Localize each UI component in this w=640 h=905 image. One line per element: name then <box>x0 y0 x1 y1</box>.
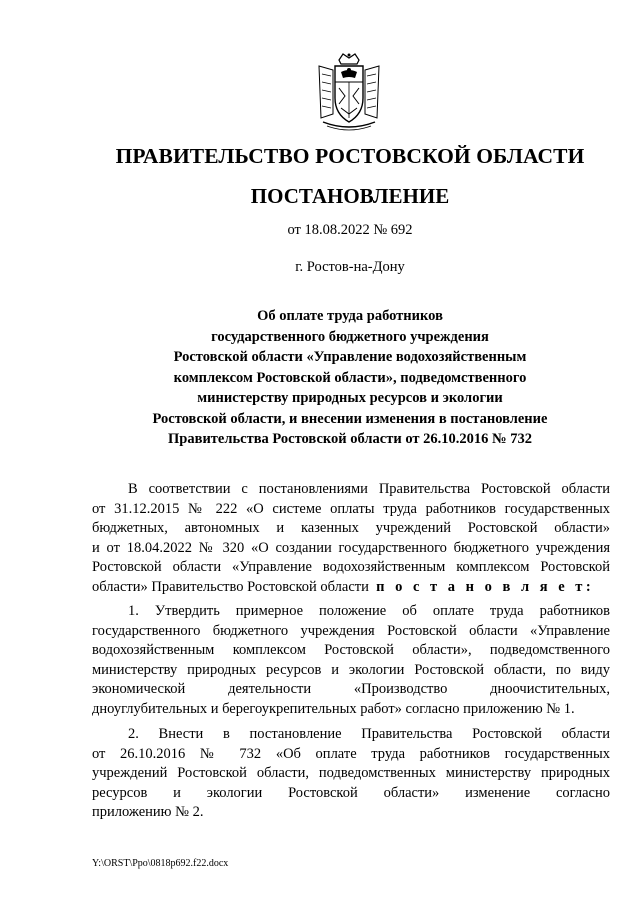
item-2-paragraph <box>92 725 610 823</box>
subject-line: комплексом Ростовской области», подведомственного <box>173 369 527 386</box>
paragraph-line: учреждений Ростовской области, подведомственных министерству природных <box>92 765 610 782</box>
paragraph-line: бюджетных, автономных и казенных учреждений Ростовской области» <box>92 520 610 537</box>
paragraph-line: и от 18.04.2022 № 320 «О создании государственного бюджетного учреждения <box>92 539 610 556</box>
subject-line: Ростовской области «Управление водохозяйственным <box>173 349 527 365</box>
place: г. Ростов-на-Дону <box>295 259 405 275</box>
document-type: ПОСТАНОВЛЕНИЕ <box>250 184 450 208</box>
paragraph-line: Ростовской области «Управление водохозяйственным комплексом Ростовской <box>92 559 610 576</box>
item-1-paragraph <box>92 602 610 720</box>
paragraph-line: от 26.10.2016 № 732 «Об оплате труда работников государственных <box>92 745 610 762</box>
paragraph-line: 2. Внести в постановление Правительства Ростовской области <box>128 726 610 742</box>
paragraph-line: водохозяйственным комплексом Ростовской области», подведомственного <box>92 642 610 659</box>
subject-line: государственного бюджетного учреждения <box>211 328 489 345</box>
government-title: ПРАВИТЕЛЬСТВО РОСТОВСКОЙ ОБЛАСТИ <box>115 144 585 168</box>
paragraph-line: 1. Утвердить примерное положение об оплате труда работников <box>128 603 610 619</box>
preamble-last-text: области» Правительство Ростовской области <box>92 578 369 595</box>
preamble-paragraph <box>92 480 610 598</box>
paragraph-line: ресурсов и экологии Ростовской области» изменение согласно <box>92 784 610 801</box>
paragraph-line: министерству природных ресурсов и экологии Ростовской области, по виду <box>92 661 610 678</box>
subject-line: министерству природных ресурсов и экологии <box>197 390 503 406</box>
document-subject <box>120 306 580 450</box>
paragraph-line <box>92 578 610 598</box>
subject-line: Правительства Ростовской области от 26.10.2016 № 732 <box>168 431 532 447</box>
paragraph-line: от 31.12.2015 № 222 «О системе оплаты труда работников государственных <box>92 500 610 517</box>
coat-of-arms-icon <box>313 52 385 134</box>
decree-word: п о с т а н о в л я е т: <box>376 578 595 595</box>
paragraph-line: дноуглубительных и берегоукрепительных работ» согласно приложению № 1. <box>92 700 575 717</box>
paragraph-line: приложению № 2. <box>92 804 204 821</box>
subject-line: Ростовской области, и внесении изменения в постановление <box>152 410 548 427</box>
date-number: от 18.08.2022 № 692 <box>287 222 413 238</box>
paragraph-line: экономической деятельности «Производство дноочистительных, <box>92 681 610 698</box>
paragraph-line: государственного бюджетного учреждения Ростовской области «Управление <box>92 622 610 639</box>
paragraph-line: В соответствии с постановлениями Правительства Ростовской области <box>128 481 610 497</box>
file-path-footer: Y:\ORST\Ppo\0818p692.f22.docx <box>92 858 229 869</box>
subject-line: Об оплате труда работников <box>257 308 443 324</box>
